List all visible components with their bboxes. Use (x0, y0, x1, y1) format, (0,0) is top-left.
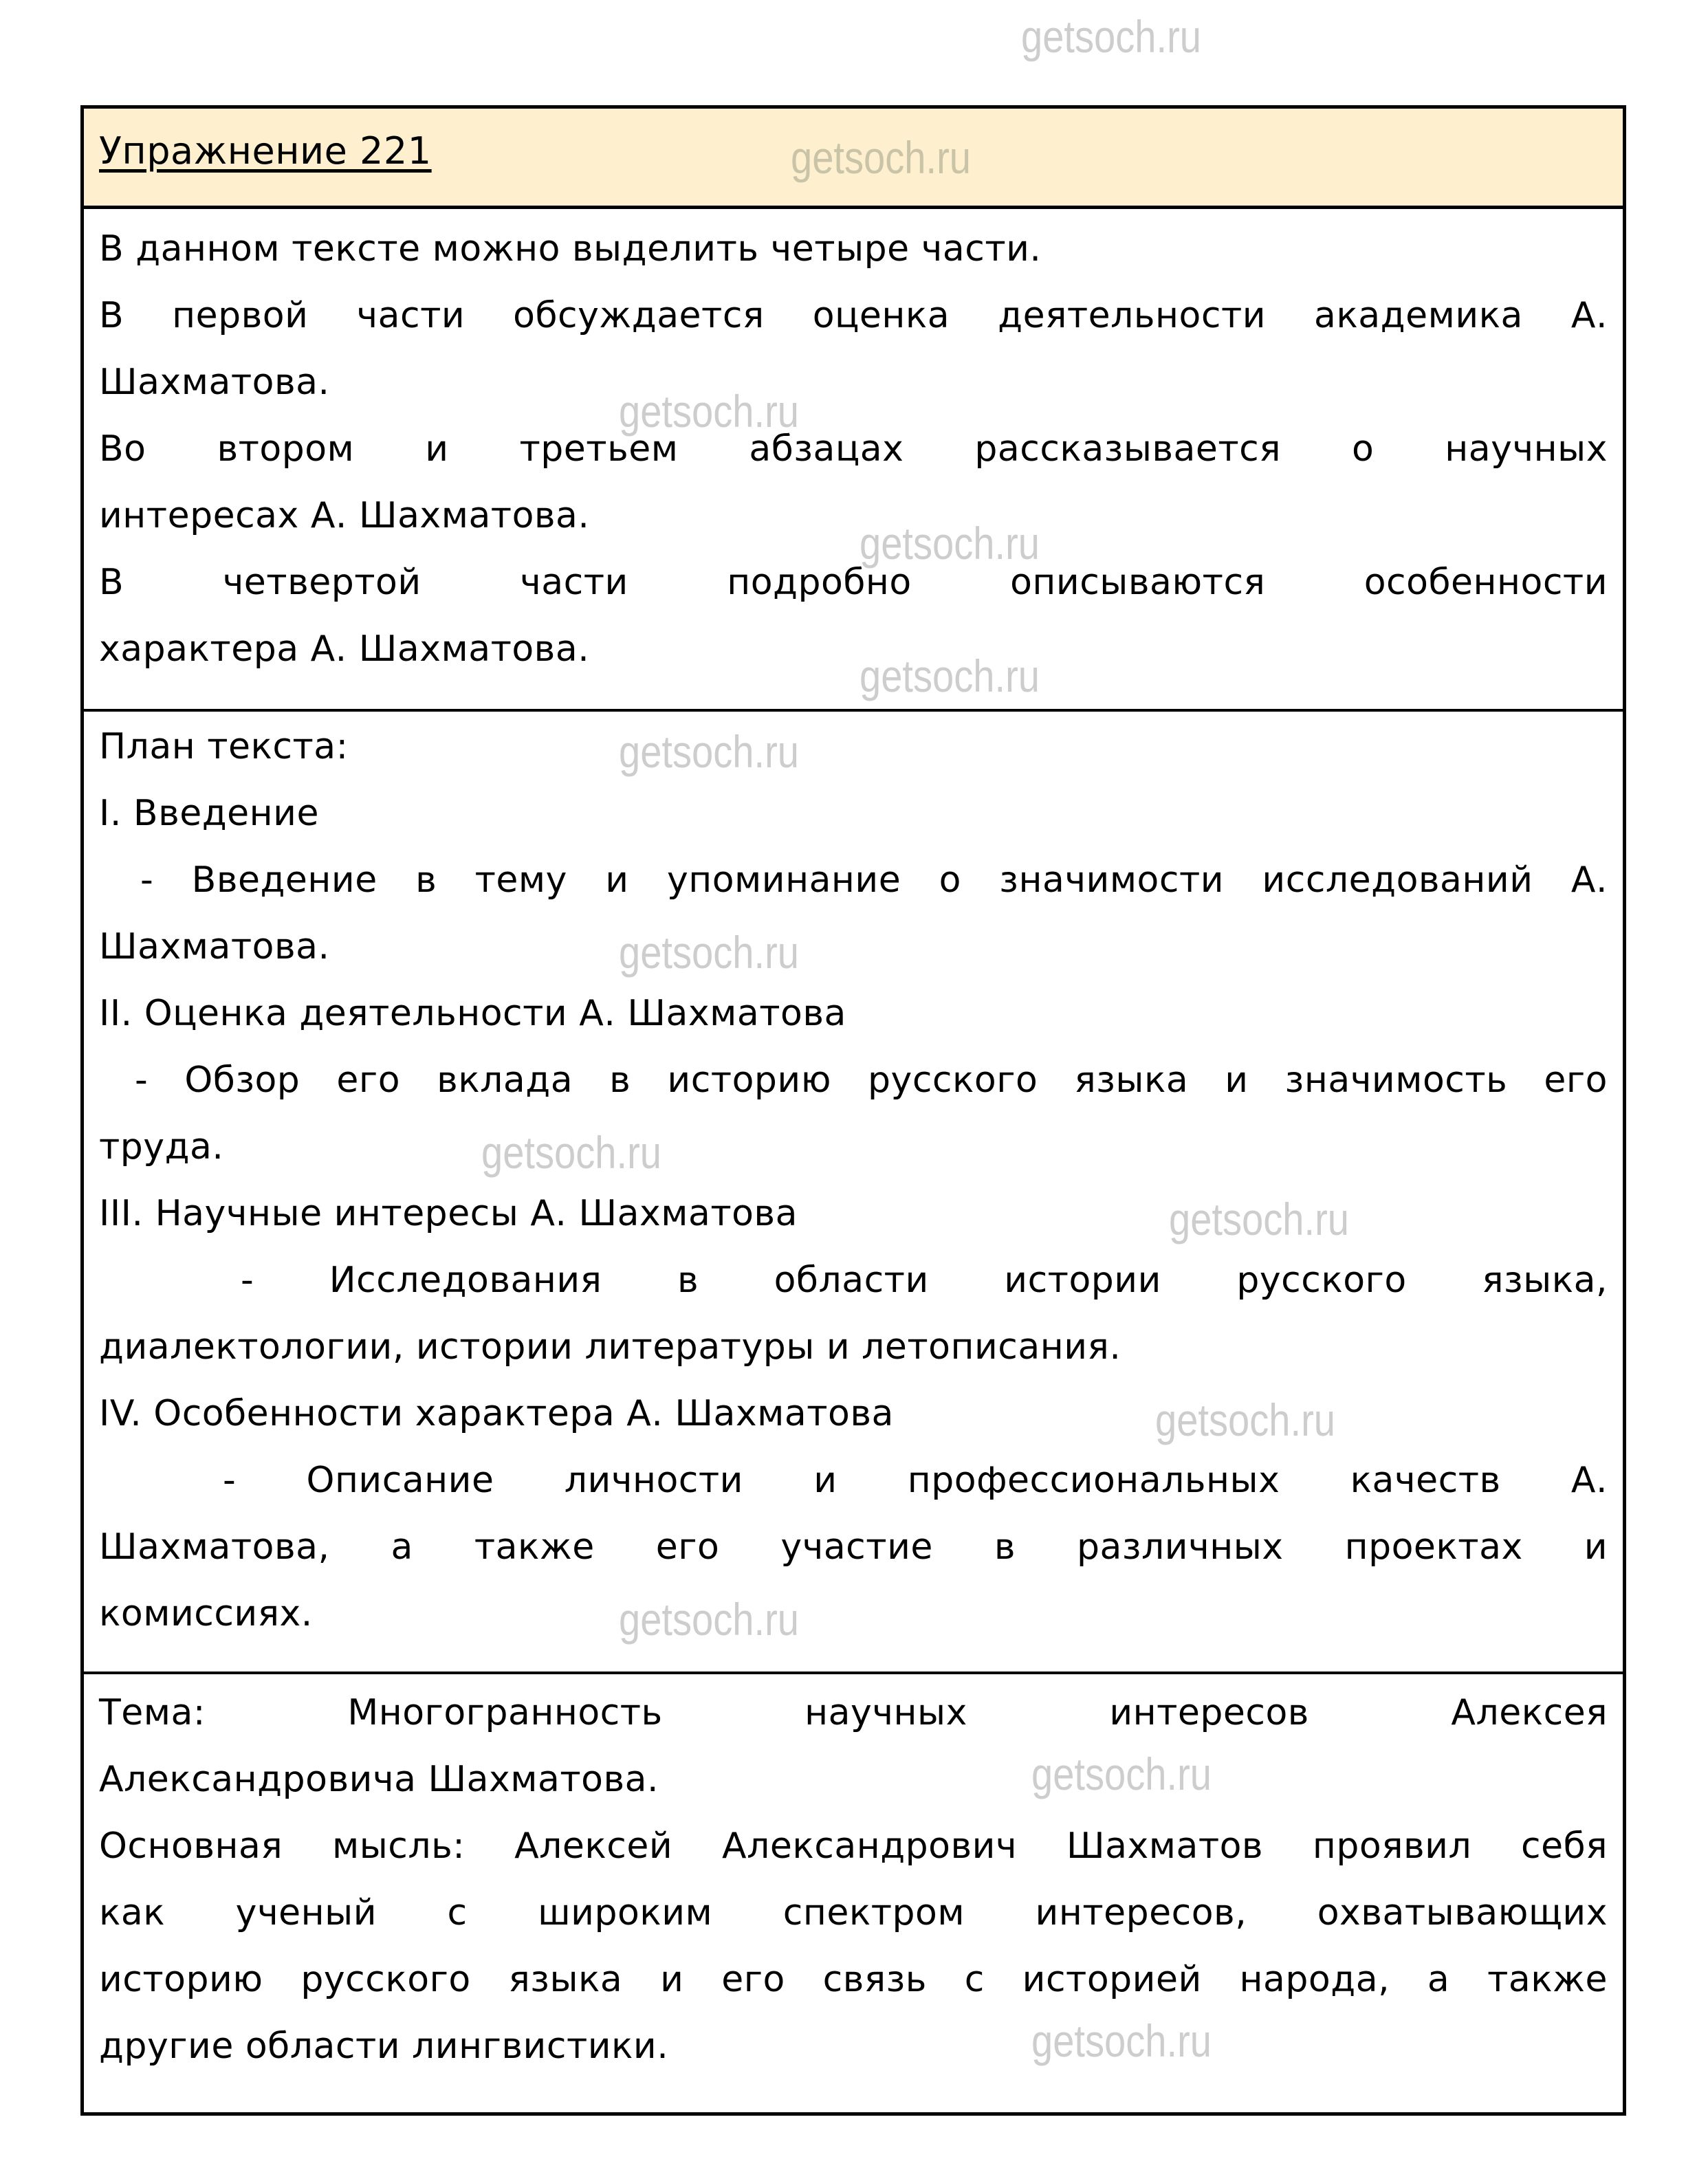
text-line: интересах А. Шахматова. (99, 495, 590, 536)
theme-line: Тема: Многогранность научных интересов Алексея (99, 1692, 1608, 1733)
watermark: getsoch.ru (860, 518, 1040, 569)
watermark: getsoch.ru (1031, 1749, 1212, 1799)
exercise-card (80, 105, 1626, 2116)
parts-section (84, 209, 1623, 712)
watermark: getsoch.ru (860, 650, 1040, 701)
plan-item-detail: труда. (99, 1126, 224, 1168)
text-line: В первой части обсуждается оценка деятельности академика А. (99, 295, 1608, 336)
watermark: getsoch.ru (619, 927, 799, 978)
plan-item-detail: диалектологии, истории литературы и летописания. (99, 1326, 1121, 1368)
watermark: getsoch.ru (619, 386, 799, 437)
plan-item-detail: Шахматова. (99, 926, 330, 967)
watermark: getsoch.ru (791, 132, 971, 183)
exercise-title[interactable]: Упражнение 221 (99, 129, 432, 173)
plan-item-heading: III. Научные интересы А. Шахматова (99, 1193, 798, 1234)
plan-item-heading: IV. Особенности характера А. Шахматова (99, 1393, 894, 1434)
text-line: характера А. Шахматова. (99, 628, 590, 670)
plan-item-detail: комиссиях. (99, 1593, 313, 1634)
main-idea-line: Основная мысль: Алексей Александрович Шахматов проявил себя (99, 1826, 1608, 1867)
main-idea-line: историю русского языка и его связь с историей народа, а также (99, 1959, 1608, 2000)
text-line: Шахматова. (99, 362, 330, 403)
text-line: В данном тексте можно выделить четыре части. (99, 228, 1042, 270)
watermark: getsoch.ru (619, 726, 799, 777)
watermark: getsoch.ru (1155, 1394, 1335, 1445)
exercise-header (84, 109, 1623, 209)
plan-item-heading: I. Введение (99, 793, 319, 834)
plan-item-detail: - Обзор его вклада в историю русского языка и значимость его (135, 1060, 1608, 1101)
theme-line: Александровича Шахматова. (99, 1759, 659, 1800)
watermark: getsoch.ru (619, 1594, 799, 1645)
text-line: В четвертой части подробно описываются особенности (99, 562, 1608, 603)
main-idea-line: другие области лингвистики. (99, 2026, 669, 2067)
watermark: getsoch.ru (1169, 1194, 1349, 1245)
watermark: getsoch.ru (481, 1127, 661, 1178)
watermark: getsoch.ru (1021, 11, 1201, 62)
plan-section (84, 712, 1623, 1674)
theme-section (84, 1674, 1623, 2114)
plan-item-detail: Шахматова, а также его участие в различных проектах и (99, 1526, 1608, 1568)
text-line: Во втором и третьем абзацах рассказывается о научных (99, 428, 1608, 470)
plan-item-detail: - Описание личности и профессиональных качеств А. (223, 1460, 1608, 1501)
main-idea-line: как ученый с широким спектром интересов, охватывающих (99, 1892, 1608, 1933)
plan-item-heading: II. Оценка деятельности А. Шахматова (99, 993, 846, 1034)
plan-item-detail: - Исследования в области истории русского языка, (241, 1260, 1608, 1301)
watermark: getsoch.ru (1031, 2015, 1212, 2066)
plan-heading: План текста: (99, 726, 349, 767)
plan-item-detail: - Введение в тему и упоминание о значимости исследований А. (140, 859, 1608, 901)
